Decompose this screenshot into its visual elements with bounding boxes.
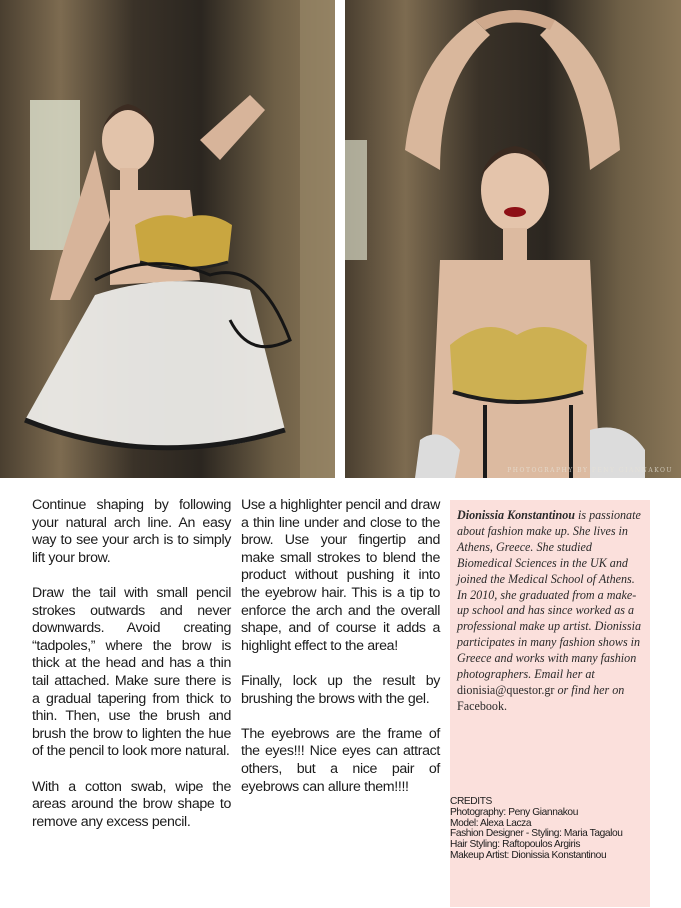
fashion-photo-right bbox=[345, 0, 681, 478]
credits-block bbox=[450, 797, 650, 862]
paragraph: Draw the tail with small pencil strokes outwards and never downwards. Avoid creating “tadpoles,” where the brow is thick at the head and has a thin tail attached. Make sure there is a gradual tapering from thick to thin. Then, use the brush and brush the brow to lighten the hue of the pencil to look more natural. bbox=[32, 584, 231, 760]
article-column-middle bbox=[241, 497, 440, 814]
credit-line: Fashion Designer - Styling: Maria Tagalou bbox=[450, 828, 623, 840]
article-column-left bbox=[32, 497, 231, 849]
author-or-find-text: or find her on bbox=[557, 682, 625, 697]
bio-period: . bbox=[504, 698, 508, 713]
photo-left-illustration bbox=[0, 0, 335, 478]
paragraph: Use a highlighter pencil and draw a thin line under and close to the brow. Use your fingertip and make small strokes to blend the product without pushing it into the eyebrow hair. This is a tip to enforce the arch and the overall shape, and of course it adds a highlight effect to the area! bbox=[241, 497, 440, 654]
credits-heading: CREDITS bbox=[450, 796, 492, 807]
credit-line: Hair Styling: Raftopoulos Argiris bbox=[450, 839, 581, 851]
credit-line: Photography: Peny Giannakou bbox=[450, 806, 578, 818]
paragraph: Continue shaping by following your natural arch line. An easy way to see your arch is to simply lift your brow. bbox=[32, 497, 231, 566]
credit-line: Makeup Artist: Dionissia Konstantinou bbox=[450, 849, 607, 861]
paragraph: The eyebrows are the frame of the eyes!!! Nice eyes can attract others, but a nice pair of eyebrows can allure them!!!! bbox=[241, 725, 440, 795]
photo-right-illustration bbox=[345, 0, 681, 478]
paragraph: With a cotton swab, wipe the areas around the brow shape to remove any excess pencil. bbox=[32, 778, 231, 830]
credit-line: Model: Alexa Lacza bbox=[450, 817, 532, 829]
author-bio-text: is passionate about fashion make up. She lives in Athens, Greece. She studied Biomedical Sciences in the UK and joined the Medical School of Athens. In 2010, she graduated from a make-up school and has since worked as a professional make up artist. Dionissia participates in many fashion shows in Greece and works with many fashion photographers. Email her at bbox=[457, 508, 641, 682]
fashion-photo-left bbox=[0, 0, 335, 478]
author-name: Dionissia Konstantinou bbox=[457, 508, 575, 522]
author-bio bbox=[457, 508, 645, 715]
photo-credit: PHOTOGRAPHY BY PENY GIANNAKOU bbox=[507, 467, 673, 474]
facebook-link[interactable]: Facebook bbox=[457, 698, 505, 713]
author-email-link[interactable]: dionisia@questor.gr bbox=[457, 682, 555, 697]
author-sidebar bbox=[450, 500, 650, 907]
paragraph: Finally, lock up the result by brushing the brows with the gel. bbox=[241, 672, 440, 707]
